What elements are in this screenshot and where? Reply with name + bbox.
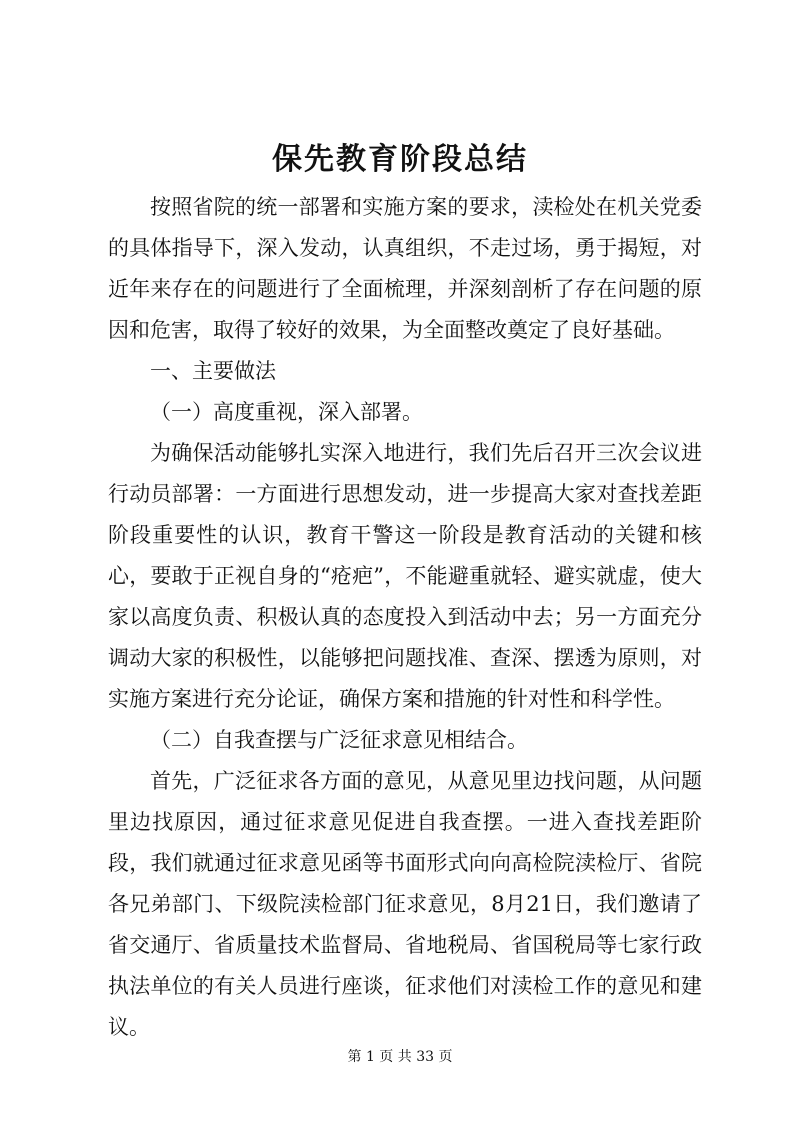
subsection-1-paragraph: 为确保活动能够扎实深入地进行，我们先后召开三次会议进行动员部署：一方面进行思想发动，进一步提高大家对查找差距阶段重要性的认识，教育干警这一阶段是教育活动的关键和核心，要敢于正视自身的“疮疤”，不能避重就轻、避实就虚，使大家以高度负责、积极认真的态度投入到活动中去；另一方面充分调动大家的积极性，以能够把问题找准、查深、摆透为原则，对实施方案进行充分论证，确保方案和措施的针对性和科学性。 xyxy=(108,441,702,711)
intro-paragraph: 按照省院的统一部署和实施方案的要求，渎检处在机关党委的具体指导下，深入发动，认真组织，不走过场，勇于揭短，对近年来存在的问题进行了全面梳理，并深刻剖析了存在问题的原因和危害，取得了较好的效果，为全面整改奠定了良好基础。 xyxy=(108,195,702,342)
document-title: 保先教育阶段总结 xyxy=(272,142,528,177)
subsection-heading-1: （一）高度重视，深入部署。 xyxy=(150,400,423,424)
subsection-heading-2: （二）自我查摆与广泛征求意见相结合。 xyxy=(150,728,528,752)
page-number-footer: 第 1 页 共 33 页 xyxy=(347,1049,453,1065)
document-body xyxy=(108,187,702,1048)
subsection-2-paragraph: 首先，广泛征求各方面的意见，从意见里边找问题，从问题里边找原因，通过征求意见促进自我查摆。一进入查找差距阶段，我们就通过征求意见函等书面形式向向高检院渎检厅、省院各兄弟部门、下级院渎检部门征求意见，8月21日，我们邀请了省交通厅、省质量技术监督局、省地税局、省国税局等七家行政执法单位的有关人员进行座谈，征求他们对渎检工作的意见和建议。 xyxy=(108,769,702,1039)
section-heading-main-practices: 一、主要做法 xyxy=(150,359,276,383)
